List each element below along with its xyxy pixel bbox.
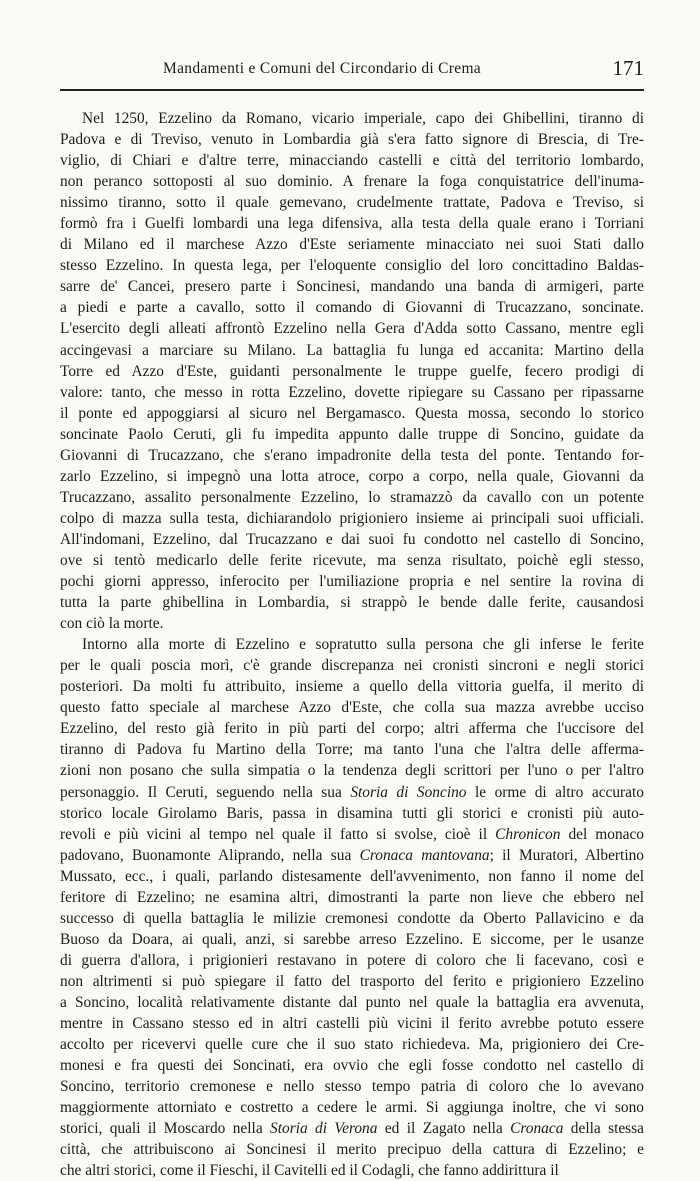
text-line: il ponte ed appoggiarsi al sicuro nel Bergamasco. Questa mossa, secondo lo storico: [60, 404, 644, 422]
text-line: sarre de' Cancei, presero parte i Soncinesi, mandando una banda di armigeri, parte: [60, 278, 644, 296]
text-line: tutta la parte ghibellina in Lombardia, si strappò le bende dalle ferite, causandosi: [60, 594, 644, 612]
running-title: Mandamenti e Comuni del Circondario di Crema: [163, 60, 481, 77]
text-line: con ciò la morte.: [60, 615, 164, 633]
text-line: Trucazzano, assalito personalmente Ezzelino, lo stramazzò da cavallo con un potente: [60, 488, 644, 506]
text-line: città, che attribuiscono ai Soncinesi il merito precipuo della cattura di Ezzelino; e: [60, 1141, 644, 1159]
text-line: Padova e di Treviso, venuto in Lombardia già s'era fatto signore di Brescia, di Tre-: [60, 131, 644, 149]
text-line: zioni non posano che sulla simpatia o la tendenza degli scrittori per l'uno o per l'altro: [60, 762, 644, 780]
text-line: Giovanni di Trucazzano, che s'erano impadronite della testa del ponte. Tentando for-: [60, 446, 644, 464]
text-line: feritore di Ezzelino; ne esamina altri, dimostranti la parte non lieve che ebbero nel: [60, 888, 644, 906]
text-line: di Milano ed il marchese Azzo d'Este seriamente minacciato nei suoi Stati dallo: [60, 236, 644, 254]
text-line: Soncino, territorio cremonese e nello stesso tempo patria di coloro che lo avevano: [60, 1078, 644, 1096]
text-line: Intorno alla morte di Ezzelino e sopratutto sulla persona che gli inferse le ferite: [82, 636, 644, 654]
text-line: accolto per ricevervi quelle cure che il suo stato richiedeva. Ma, prigioniero dei Cre-: [60, 1036, 644, 1054]
text-line: stesso Ezzelino. In questa lega, per l'eloquente consiglio del loro concittadino Baldas-: [60, 257, 644, 275]
text-line: maggiormente attorniato e costretto a cedere le armi. Si aggiunga inoltre, che vi sono: [60, 1099, 644, 1117]
body-text: [60, 108, 644, 1181]
text-line: padovano, Buonamonte Aliprando, nella sua Cronaca mantovana; il Muratori, Albertino: [60, 846, 644, 864]
text-line: a piedi e parte a cavallo, sotto il comando di Giovanni di Trucazzano, soncinate.: [60, 299, 644, 317]
text-line: zarlo Ezzelino, si impegnò una lotta atroce, corpo a corpo, nella quale, Giovanni da: [60, 467, 644, 485]
paragraph: [60, 634, 644, 1181]
text-line: non peranco sottoposti al suo dominio. A frenare la foga conquistatrice dell'inuma-: [60, 173, 644, 191]
text-line: revoli e più vicini al tempo nel quale il fatto si svolse, cioè il Chronicon del monaco: [60, 825, 644, 843]
text-line: tiranno di Padova fu Martino della Torre; ma tanto l'una che l'altra delle afferma-: [60, 741, 644, 759]
text-line: nissimo tiranno, sotto il quale gemevano, crudelmente trattate, Padova e Treviso, si: [60, 194, 644, 212]
text-line: Mussato, ecc., i quali, parlando distesamente dell'avvenimento, non fanno il nome del: [60, 867, 644, 885]
text-line: monesi e fra questi dei Soncinati, era ovvio che egli fosse condotto nel castello di: [60, 1057, 644, 1075]
text-line: viglio, di Chiari e d'altre terre, minacciando castelli e città del territorio lombardo,: [60, 152, 644, 170]
paragraph: [60, 108, 644, 634]
text-line: valore: tanto, che messo in rotta Ezzelino, dovette ripiegare su Cassano per ripassarne: [60, 383, 644, 401]
text-line: a Soncino, località relativamente distante dal punto nel quale la battaglia era avvenuta,: [60, 993, 644, 1011]
text-line: All'indomani, Ezzelino, dal Trucazzano e dai suoi fu condotto nel castello di Soncino,: [60, 530, 644, 548]
text-line: Ezzelino, del resto già ferito in più parti del corpo; altri afferma che l'uccisore del: [60, 720, 644, 738]
text-line: colpo di mazza sulla testa, dichiarandolo prigioniero insieme ai principali suoi ufficiali.: [60, 509, 644, 527]
text-line: L'esercito degli alleati affrontò Ezzelino nella Gera d'Adda sotto Cassano, mentre egli: [60, 320, 644, 338]
text-line: questo fatto speciale al marchese Azzo d'Este, che colla sua mazza avrebbe ucciso: [60, 699, 644, 717]
text-line: ove si tentò medicarlo delle ferite ricevute, ma senza risultato, poichè egli stesso,: [60, 551, 644, 569]
text-line: personaggio. Il Ceruti, seguendo nella sua Storia di Soncino le orme di altro accurato: [60, 783, 644, 801]
page-header: [60, 58, 644, 84]
text-line: di guerra d'allora, i prigionieri restavano in potere di coloro che li facevano, così e: [60, 951, 644, 969]
text-line: storici, quali il Moscardo nella Storia di Verona ed il Zagato nella Cronaca della stessa: [60, 1120, 644, 1138]
text-line: soncinate Paolo Ceruti, gli fu impedita appunto dalle truppe di Soncino, guidate da: [60, 425, 644, 443]
text-line: pochi giorni appresso, inferocito per l'umiliazione propria e nel sentire la rovina di: [60, 573, 644, 591]
page-number: 171: [612, 56, 644, 80]
text-line: che altri storici, come il Fieschi, il Cavitelli ed il Codagli, che fanno addirittura il: [60, 1162, 559, 1180]
text-line: non altrimenti si può spiegare il fatto del trasporto del ferito e prigioniero Ezzelino: [60, 972, 644, 990]
header-rule: [60, 89, 644, 91]
text-line: posteriori. Da molti fu attribuito, insieme a quello della vittoria guelfa, il merito di: [60, 678, 644, 696]
text-line: formò fra i Guelfi lombardi una lega difensiva, alla testa della quale erano i Torriani: [60, 215, 644, 233]
text-line: Torre ed Azzo d'Este, guidanti personalmente le truppe guelfe, fecero prodigi di: [60, 362, 644, 380]
text-line: mentre in Cassano stesso ed in altri castelli più vicini il ferito avrebbe potuto essere: [60, 1015, 644, 1033]
text-line: successo di quella battaglia le milizie cremonesi condotte da Oberto Pallavicino e da: [60, 909, 644, 927]
text-line: storico locale Girolamo Baris, passa in disamina tutti gli storici e cronisti più auto-: [60, 804, 644, 822]
text-line: Nel 1250, Ezzelino da Romano, vicario imperiale, capo dei Ghibellini, tiranno di: [82, 110, 644, 127]
text-line: accingevasi a marciare su Milano. La battaglia fu lunga ed accanita: Martino della: [60, 341, 644, 359]
text-line: Buoso da Doara, ai quali, anzi, si sarebbe arreso Ezzelino. E siccome, per le usanze: [60, 930, 644, 948]
text-line: per le quali poscia morì, c'è grande discrepanza nei cronisti sincroni e negli storici: [60, 657, 644, 675]
